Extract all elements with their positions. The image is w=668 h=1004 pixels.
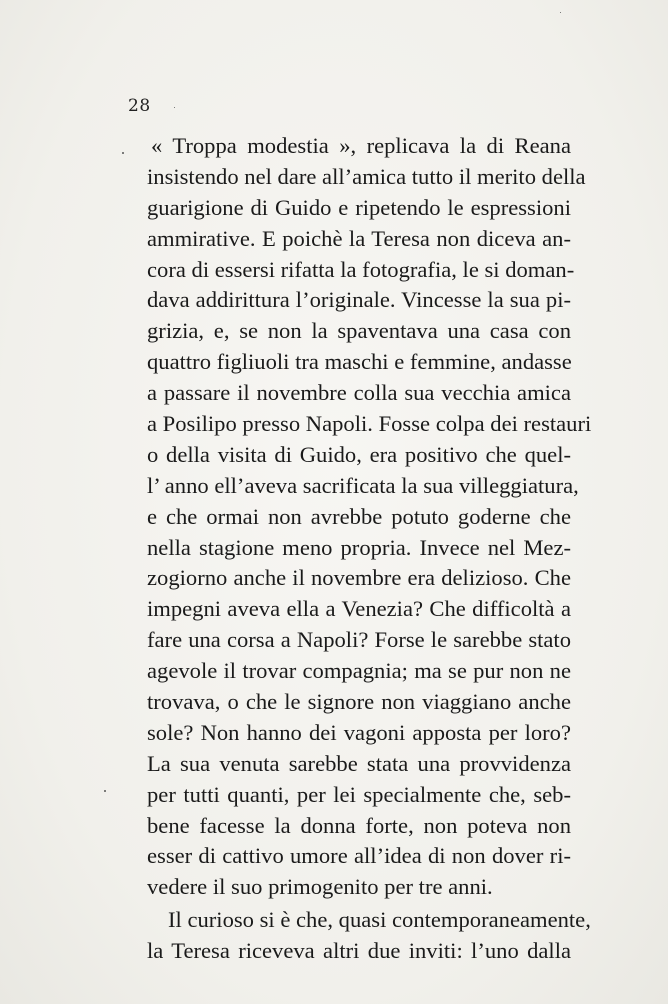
text-line: impegni aveva ella a Venezia? Che difficoltà a: [147, 596, 571, 622]
paper-speck: [104, 790, 106, 792]
page-number: 28: [128, 96, 151, 116]
text-line: fare una corsa a Napoli? Forse le sarebbe stato: [147, 627, 571, 653]
text-line: cora di essersi rifatta la fotografia, le si doman-: [147, 256, 575, 282]
text-line: bene facesse la donna forte, non poteva non: [147, 812, 571, 838]
text-line: Il curioso si è che, quasi contemporaneamente,: [168, 907, 591, 933]
text-line: per tutti quanti, per lei specialmente che, seb-: [147, 781, 571, 807]
text-line: zogiorno anche il novembre era delizioso. Che: [147, 565, 571, 591]
text-line: guarigione di Guido e ripetendo le espressioni: [147, 194, 571, 220]
text-line: trovava, o che le signore non viaggiano anche: [147, 689, 571, 715]
text-line: quattro figliuoli tra maschi e femmine, andasse: [147, 349, 572, 375]
body-text: [147, 131, 592, 967]
paper-speck: [174, 107, 175, 108]
text-line: a Posilipo presso Napoli. Fosse colpa dei restauri: [147, 411, 592, 437]
paper-speck: [560, 12, 561, 13]
text-line: « Troppa modestia », replicava la di Reana: [151, 133, 571, 158]
text-line: esser di cattivo umore all’idea di non dover ri-: [147, 843, 571, 869]
text-line: agevole il trovar compagnia; ma se pur non ne: [147, 658, 571, 684]
text-line: ammirative. E poichè la Teresa non diceva an-: [147, 225, 571, 251]
text-line: sole? Non hanno dei vagoni apposta per loro?: [147, 719, 571, 745]
text-line: grizia, e, se non la spaventava una casa con: [147, 318, 571, 344]
text-line: la Teresa riceveva altri due inviti: l’uno dalla: [147, 938, 571, 964]
text-line: dava addirittura l’originale. Vincesse la sua pi-: [147, 287, 571, 313]
text-line: insistendo nel dare all’amica tutto il merito della: [147, 163, 586, 189]
text-line: o della visita di Guido, era positivo che quel-: [147, 441, 571, 467]
text-line: e che ormai non avrebbe potuto goderne che: [147, 503, 571, 529]
paper-speck: [122, 152, 124, 154]
text-line: l’ anno ell’aveva sacrificata la sua villeggiatura,: [147, 472, 579, 498]
text-line: a passare il novembre colla sua vecchia amica: [147, 380, 571, 406]
text-line: nella stagione meno propria. Invece nel Mez-: [147, 534, 571, 560]
text-line: La sua venuta sarebbe stata una provvidenza: [147, 750, 571, 776]
text-line: vedere il suo primogenito per tre anni.: [147, 874, 493, 900]
